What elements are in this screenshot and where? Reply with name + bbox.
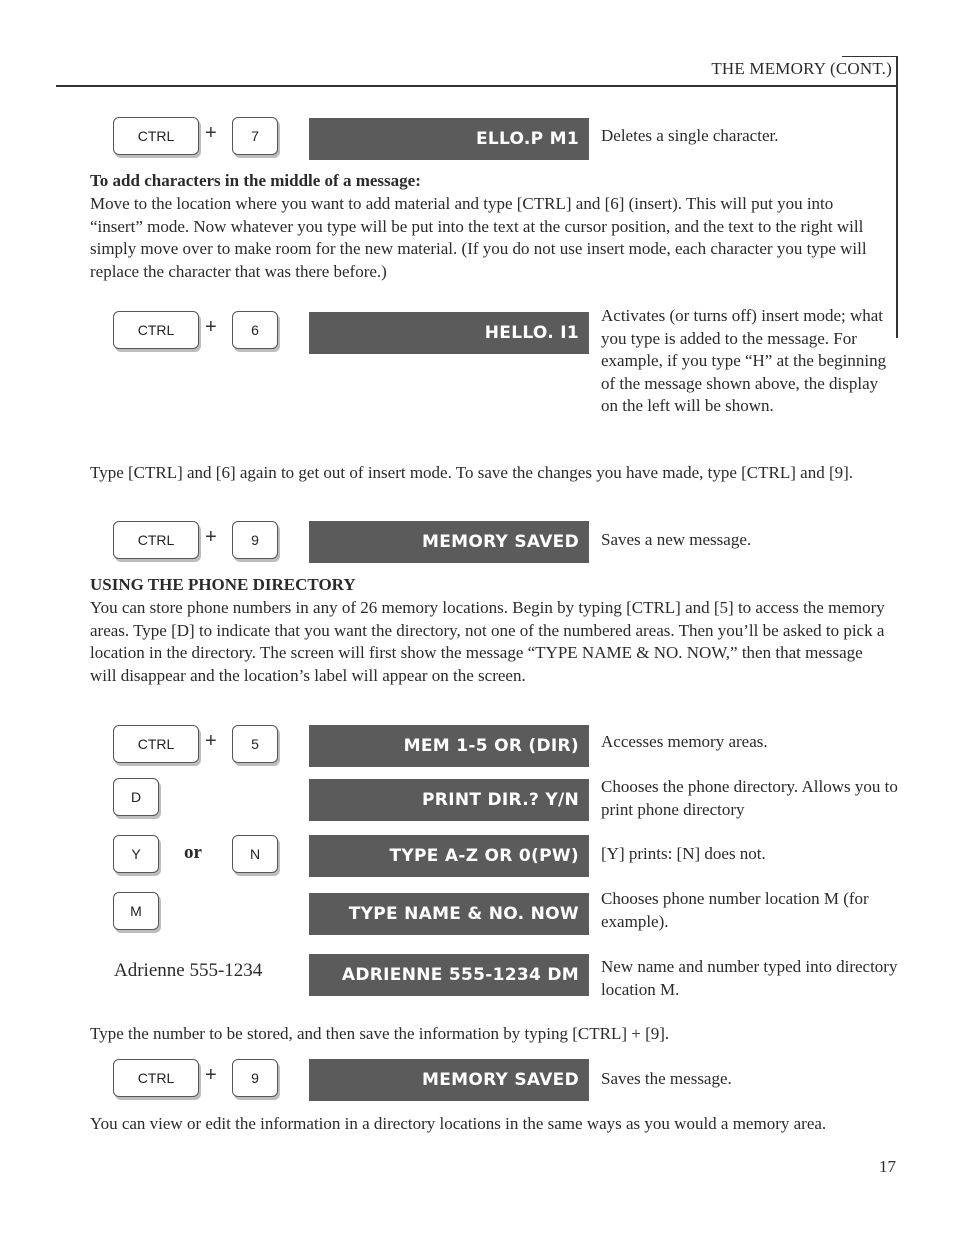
paragraph: Type [CTRL] and [6] again to get out of insert mode. To save the changes you have made, type [CTRL] and [9].	[90, 463, 854, 482]
lcd-display: MEMORY SAVED	[309, 1059, 589, 1101]
key-5: 5	[232, 725, 278, 763]
section-heading: USING THE PHONE DIRECTORY	[90, 575, 356, 594]
page-header-title: THE MEMORY (CONT.)	[711, 59, 892, 78]
lcd-display: MEM 1-5 OR (DIR)	[309, 725, 589, 767]
key-6: 6	[232, 311, 278, 349]
plus-sign: +	[205, 1064, 217, 1086]
page-number: 17	[879, 1157, 896, 1176]
plus-sign: +	[205, 122, 217, 144]
margin-rule	[896, 56, 898, 338]
ctrl-key: CTRL	[113, 725, 199, 763]
lcd-display: PRINT DIR.? Y/N	[309, 779, 589, 821]
key-7: 7	[232, 117, 278, 155]
lcd-display: ADRIENNE 555-1234 DM	[309, 954, 589, 996]
ctrl-key: CTRL	[113, 1059, 199, 1097]
plus-sign: +	[205, 730, 217, 752]
key-description: Saves a new message.	[601, 530, 752, 549]
header-rule	[56, 85, 898, 87]
key-description: New name and number typed into directory location M.	[601, 957, 898, 999]
or-label: or	[184, 842, 202, 863]
lcd-display: TYPE NAME & NO. NOW	[309, 893, 589, 935]
key-y: Y	[113, 835, 159, 873]
key-description: Saves the message.	[601, 1069, 732, 1088]
key-description: Chooses the phone directory. Allows you to print phone directory	[601, 777, 898, 819]
ctrl-key: CTRL	[113, 311, 199, 349]
lcd-display: HELLO. I1	[309, 312, 589, 354]
key-description: Deletes a single character.	[601, 126, 779, 145]
key-description: Chooses phone number location M (for example).	[601, 889, 869, 931]
section-heading: To add characters in the middle of a message:	[90, 171, 421, 190]
plus-sign: +	[205, 316, 217, 338]
lcd-display: MEMORY SAVED	[309, 521, 589, 563]
key-9: 9	[232, 1059, 278, 1097]
key-n: N	[232, 835, 278, 873]
lcd-display: TYPE A-Z OR 0(PW)	[309, 835, 589, 877]
key-description: [Y] prints: [N] does not.	[601, 844, 766, 863]
header-tab-line	[842, 56, 898, 57]
paragraph: Move to the location where you want to add material and type [CTRL] and [6] (insert). This will put you into “insert” mode. Now whatever you type will be put into the text at the cursor position, and the text to the right will simply move over to make room for the new material. (If you do not use insert mode, each character you type will replace the character that was there before.)	[90, 194, 867, 281]
paragraph: Type the number to be stored, and then save the information by typing [CTRL] + [9].	[90, 1024, 670, 1043]
lcd-display: ELLO.P M1	[309, 118, 589, 160]
key-9: 9	[232, 521, 278, 559]
ctrl-key: CTRL	[113, 117, 199, 155]
key-d: D	[113, 778, 159, 816]
ctrl-key: CTRL	[113, 521, 199, 559]
typed-entry-label: Adrienne 555-1234	[114, 960, 263, 981]
paragraph: You can store phone numbers in any of 26 memory locations. Begin by typing [CTRL] and [5] to access the memory areas. Type [D] to indicate that you want the directory, not one of the numbered areas. Then you’ll be asked to pick a location in the directory. The screen will first show the message “TYPE NAME & NO. NOW,” then that message will disappear and the location’s label will appear on the screen.	[90, 598, 885, 685]
key-description: Accesses memory areas.	[601, 732, 768, 751]
key-description: Activates (or turns off) insert mode; what you type is added to the message. For example, if you type “H” at the beginning of the message shown above, the display on the left will be shown.	[601, 306, 887, 415]
paragraph: You can view or edit the information in a directory locations in the same ways as you would a memory area.	[90, 1114, 827, 1133]
key-m: M	[113, 892, 159, 930]
plus-sign: +	[205, 526, 217, 548]
